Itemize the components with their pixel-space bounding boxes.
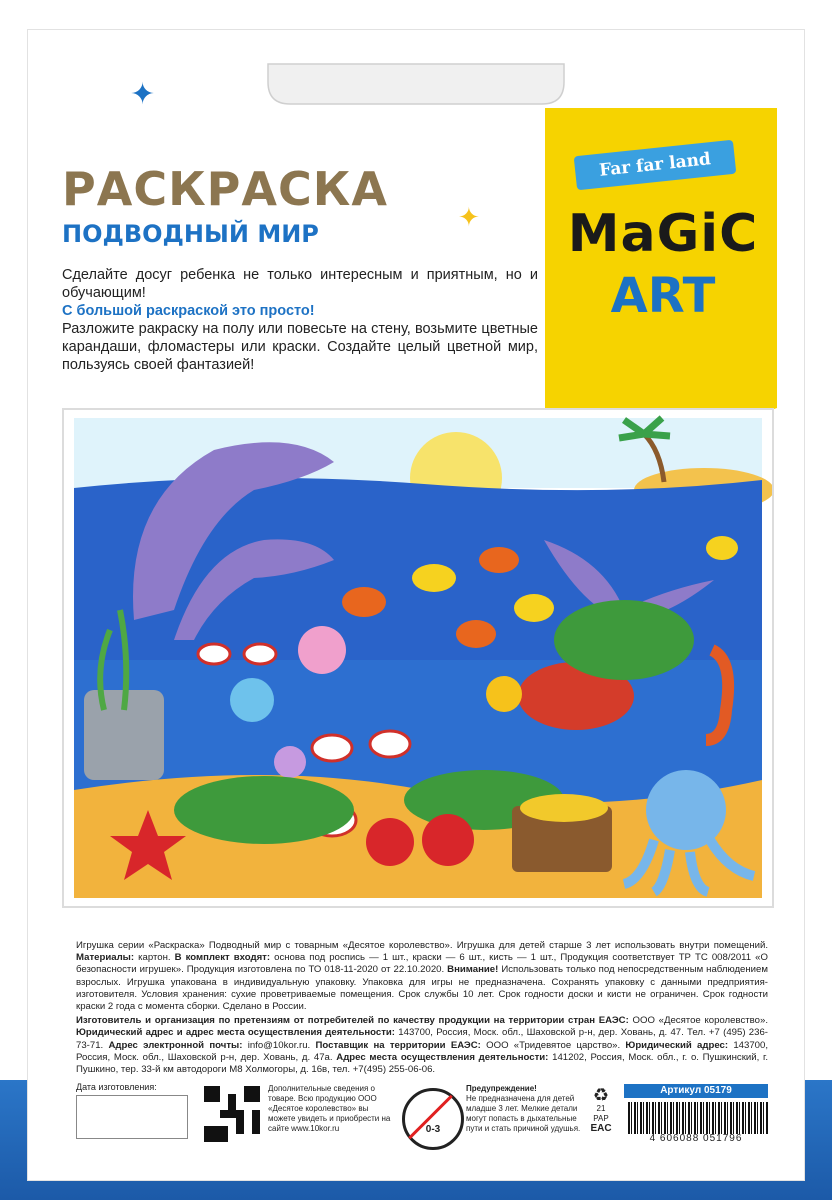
- jellyfish: [298, 626, 346, 674]
- info-text: Игрушка серии «Раскраска» Подводный мир с товарным «Десятое королевство». Игрушка для детей старше 3 лет использовать внутри помещений.: [76, 940, 768, 951]
- info-label: Поставщик на территории ЕАЭС:: [315, 1039, 481, 1051]
- brand-ribbon: Far far land: [574, 140, 737, 191]
- coral-bush: [174, 776, 354, 844]
- recycle-code: 21: [596, 1104, 606, 1113]
- recycle-icon: [586, 1085, 616, 1134]
- sparkle-icon: ✦: [458, 202, 480, 232]
- info-text: картон.: [138, 952, 171, 964]
- recycle-symbol-icon: ♻: [592, 1085, 610, 1105]
- age-restriction-icon: [402, 1088, 464, 1150]
- info-paragraph: [76, 1015, 768, 1076]
- info-label: Юридический адрес:: [625, 1039, 729, 1051]
- age-label: 0-3: [425, 1124, 441, 1135]
- info-label: Внимание!: [447, 964, 499, 976]
- manufacture-date-field: [76, 1095, 188, 1139]
- info-label: Изготовитель и организация по претензиям от потребителей по качеству продукции на территории стран ЕАЭС:: [76, 1015, 629, 1027]
- info-label: Адрес электронной почты:: [108, 1039, 243, 1051]
- coral-bush: [554, 600, 694, 680]
- fish: [244, 644, 276, 664]
- barcode-number: 4 606088 051796: [649, 1133, 743, 1144]
- info-text: 143700, Россия, Моск. обл., Шаховской р-н, дер. Ховань, д. 47а.: [76, 1039, 769, 1063]
- info-text: ООО «Десятое королевство».: [632, 1015, 769, 1027]
- info-text: 143700, Россия, Моск. обл., Шаховской р-н, дер. Ховань, д. 47. Тел. +7 (495) 236-73-71.: [76, 1027, 768, 1051]
- description-highlight: С большой раскраской это просто!: [62, 303, 315, 319]
- qr-description: Дополнительные сведения о товаре. Всю продукцию ООО «Десятое королевство» вы можете увидеть и приобрести на сайте www.10kor.ru: [268, 1084, 391, 1133]
- fish: [456, 620, 496, 648]
- warning: [466, 1084, 586, 1134]
- info-label: Адрес места осуществления деятельности:: [336, 1051, 549, 1063]
- hanger-slot[interactable]: [268, 64, 564, 104]
- fish: [412, 564, 456, 592]
- sea-anemone: [422, 814, 474, 866]
- info-label: Юридический адрес и адрес места осуществления деятельности:: [76, 1027, 395, 1039]
- coloring-illustration: [62, 408, 774, 908]
- barcode: [628, 1102, 768, 1134]
- info-text: основа под роспись — 1 шт., краски — 6 шт., кисть — 1 шт., Продукция соответствует ТР ТС 008/2011 «О безопасности игрушек». Продукция изготовлена по ТО 018-11-2020 от 22.10.2020.: [76, 952, 768, 976]
- fish: [342, 587, 386, 617]
- manufacture-date-label: Дата изготовления:: [76, 1082, 157, 1092]
- sea-anemone: [366, 818, 414, 866]
- info-text: info@10kor.ru.: [247, 1039, 311, 1051]
- description-paragraph: Разложите ракраску на полу или повесьте на стену, возьмите цветные карандаши, фломастеры или краски. Создайте целый цветной мир, пользуясь своей фантазией!: [62, 321, 538, 373]
- eac-mark: EAC: [590, 1123, 612, 1134]
- bottom-info-row: [76, 1082, 768, 1142]
- recycle-label: PAP: [593, 1114, 609, 1123]
- brand-banner: [545, 108, 777, 408]
- info-label: В комплект входят:: [174, 952, 271, 964]
- brand-magic: MaGiC: [567, 204, 759, 264]
- description-paragraph: Сделайте досуг ребенка не только интересным и приятным, но и обучающим!: [62, 267, 538, 301]
- jellyfish: [274, 746, 306, 778]
- info-text: 141202, Россия, Моск. обл., г. о. Пушкинский, г. Пушкино, тер. 33-й км автодороги М8 Холмогоры, д. 16в, тел. +7(495) 255-06-06.: [76, 1051, 769, 1076]
- info-paragraph: [76, 940, 768, 1013]
- sparkle-icon: ✦: [130, 78, 156, 111]
- info-text: Использовать только под непосредственным наблюдением взрослых. Игрушка упакована в индивидуальную упаковку. Упаковка для игры не предназначена. Сохранять упаковку с данными предприятия-изготовителя. Условия хранения: сухие проветриваемые помещения. Срок службы 10 лет. Срок годности доски и кисти не ограничен. Срок годности краски 2 года с момента сборки. Сделано в России.: [76, 964, 768, 1013]
- qr-code-icon[interactable]: [204, 1086, 260, 1142]
- fish: [198, 644, 230, 664]
- jellyfish: [230, 678, 274, 722]
- page-subtitle: ПОДВОДНЫЙ МИР: [62, 220, 319, 248]
- warning-title: Предупреждение!: [466, 1084, 537, 1093]
- fish: [514, 594, 554, 622]
- brand-art: ART: [610, 268, 716, 324]
- product-info: [76, 940, 768, 1078]
- page-title: РАСКРАСКА: [62, 162, 388, 216]
- manufacture-date: [76, 1082, 188, 1139]
- info-text: ООО «Тридевятое царство».: [486, 1039, 621, 1051]
- warning-text: Не предназначена для детей младше 3 лет. Мелкие детали могут попасть в дыхательные пути и стать причиной удушья.: [466, 1094, 581, 1133]
- description: [62, 266, 538, 374]
- info-label: Материалы:: [76, 952, 135, 964]
- article-number: Артикул 05179: [624, 1084, 768, 1098]
- fish: [479, 547, 519, 573]
- fish: [312, 735, 352, 761]
- fish: [370, 731, 410, 757]
- fish: [706, 536, 738, 560]
